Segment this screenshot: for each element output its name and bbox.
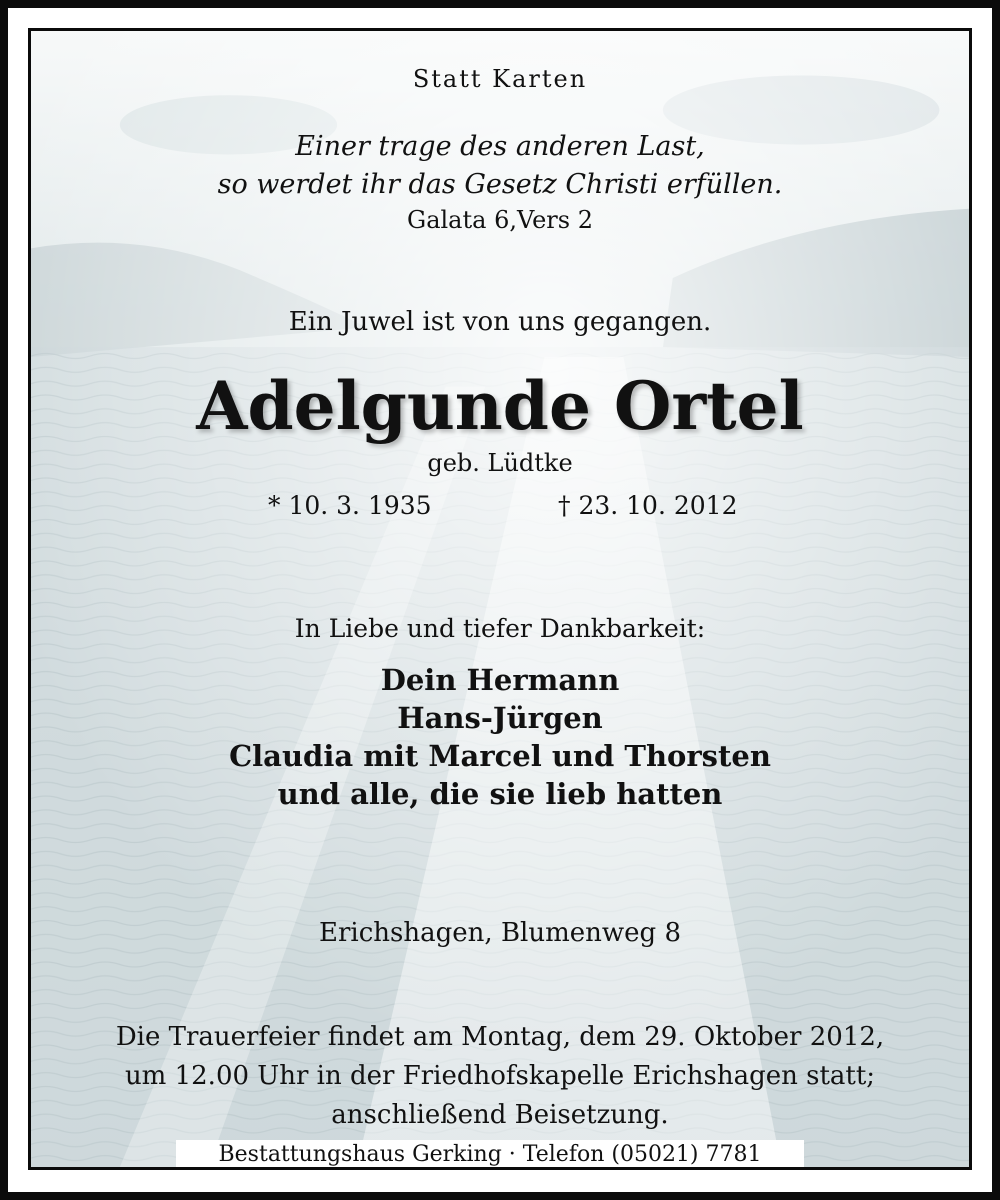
ceremony-line: anschließend Beisetzung. (331, 1100, 669, 1130)
frame-margin (8, 8, 992, 1192)
verse-reference: Galata 6,Vers 2 (407, 206, 593, 234)
death-date: † 23. 10. 2012 (558, 491, 738, 520)
birth-date: * 10. 3. 1935 (268, 491, 432, 520)
ceremony-line: um 12.00 Uhr in der Friedhofskapelle Erichshagen statt; (124, 1061, 876, 1091)
family-line: Hans-Jürgen (397, 701, 603, 735)
intro-text: Ein Juwel ist von uns gegangen. (288, 307, 712, 337)
header-text: Statt Karten (412, 65, 588, 93)
deceased-name: Adelgunde Ortel (196, 367, 804, 445)
notice-border (28, 28, 972, 1170)
verse-line-1: Einer trage des anderen Last, (295, 131, 705, 162)
notice-content (31, 31, 969, 1167)
family-line: und alle, die sie lieb hatten (277, 777, 723, 811)
family-line: Claudia mit Marcel und Thorsten (229, 739, 771, 773)
dedication-text: In Liebe und tiefer Dankbarkeit: (294, 614, 706, 643)
maiden-name: geb. Lüdtke (427, 449, 573, 477)
ceremony-line: Die Trauerfeier findet am Montag, dem 29. Oktober 2012, (115, 1022, 885, 1052)
address-text: Erichshagen, Blumenweg 8 (319, 918, 681, 948)
funeral-home-footer: Bestattungshaus Gerking · Telefon (05021) 7781 (176, 1140, 804, 1170)
verse-line-2: so werdet ihr das Gesetz Christi erfüllen. (217, 169, 783, 200)
family-line: Dein Hermann (380, 663, 620, 697)
